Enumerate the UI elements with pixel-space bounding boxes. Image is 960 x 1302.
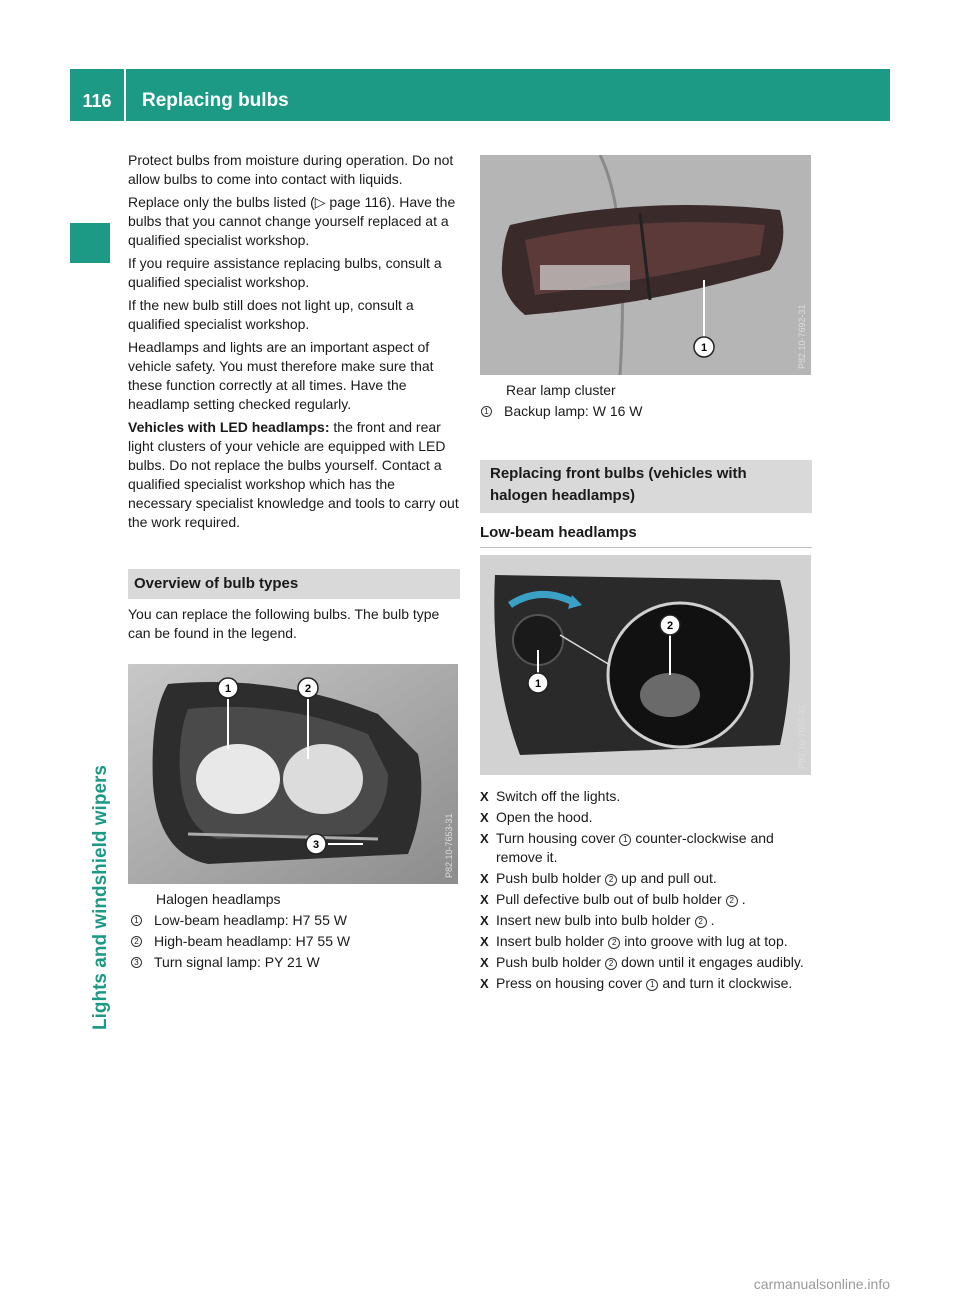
- ref-number: 2: [605, 874, 617, 886]
- legend-number: 3: [131, 957, 142, 968]
- watermark[interactable]: carmanualsonline.info: [753, 1276, 890, 1292]
- paragraph: If the new bulb still does not light up, consult a qualified specialist workshop.: [128, 297, 414, 332]
- paragraph: Protect bulbs from moisture during operation. Do not allow bulbs to come into contact with liquids.: [128, 152, 454, 187]
- page-number: 116: [82, 91, 112, 111]
- led-text: the front and rear light clusters of your vehicle are equipped with LED bulbs. Do not replace the bulbs yourself. Contact a qualified specialist workshop which has the necessary specialist knowledge and tools to carry out the work required.: [128, 419, 459, 530]
- step-text-pre: Push bulb holder: [496, 954, 602, 970]
- svg-text:1: 1: [224, 683, 232, 695]
- legend-text: Turn signal lamp: PY 21 W: [154, 954, 320, 970]
- low-beam-illustration: [480, 555, 811, 775]
- ref-number: 2: [608, 937, 620, 949]
- step-text-pre: Insert new bulb into bulb holder: [496, 912, 691, 928]
- step-text-pre: Turn housing cover: [496, 830, 616, 846]
- rear-lamp-photo: [480, 155, 811, 375]
- step-text-post: down until it engages audibly.: [621, 954, 804, 970]
- step-text-pre: Press on housing cover: [496, 975, 643, 991]
- step-text-post: up and pull out.: [621, 870, 717, 886]
- step-marker: X: [480, 892, 489, 907]
- step-marker: X: [480, 955, 489, 970]
- photo-reference-code: P82.10-7656-31: [797, 704, 807, 769]
- step-item: [480, 932, 812, 951]
- step-marker: X: [480, 810, 489, 825]
- step-text-post: .: [741, 891, 746, 907]
- step-text-post: .: [710, 912, 715, 928]
- step-item: [480, 808, 812, 827]
- photo-reference-code: P82.10-7653-31: [444, 813, 454, 878]
- left-column: [128, 151, 460, 647]
- step-text: [496, 932, 788, 951]
- step-text: Open the hood.: [496, 809, 593, 825]
- halogen-headlamp-illustration: [128, 664, 458, 884]
- step-marker: X: [480, 871, 489, 886]
- paragraph: Headlamps and lights are an important aspect of vehicle safety. You must therefore make sure that these function correctly at all times. Have the headlamp setting checked regularly.: [128, 339, 434, 412]
- step-marker: X: [480, 831, 489, 846]
- svg-text:1: 1: [700, 342, 708, 354]
- step-text-post: counter-clockwise and remove it.: [496, 830, 774, 865]
- step-item: [480, 890, 812, 909]
- overview-heading: Overview of bulb types: [128, 569, 460, 599]
- ref-number: 1: [619, 834, 631, 846]
- step-text: [496, 890, 746, 909]
- legend-text: Backup lamp: W 16 W: [504, 403, 643, 419]
- svg-text:2: 2: [304, 683, 312, 695]
- paragraph: Replace only the bulbs listed (▷ page 116). Have the bulbs that you cannot change yourself replaced at a qualified specialist workshop.: [128, 194, 456, 248]
- photo-caption: Rear lamp cluster: [506, 382, 616, 398]
- rear-lamp-legend: [480, 381, 812, 423]
- legend-number: 1: [131, 915, 142, 926]
- halogen-headlamp-photo: [128, 664, 458, 884]
- legend-number: 2: [131, 936, 142, 947]
- step-text: Switch off the lights.: [496, 788, 621, 804]
- photo-reference-code: P82.10-7692-31: [797, 304, 807, 369]
- ref-number: 2: [605, 958, 617, 970]
- step-text: [496, 869, 717, 888]
- step-marker: X: [480, 934, 489, 949]
- ref-number: 2: [695, 916, 707, 928]
- step-text-post: into groove with lug at top.: [624, 933, 788, 949]
- step-text: [496, 829, 812, 867]
- step-text-pre: Push bulb holder: [496, 870, 602, 886]
- step-text: [496, 974, 792, 993]
- photo-caption: Halogen headlamps: [156, 891, 281, 907]
- legend-number: 1: [481, 406, 492, 417]
- legend-item: [130, 932, 460, 951]
- step-text-pre: Insert bulb holder: [496, 933, 605, 949]
- step-item: [480, 953, 812, 972]
- step-item: [480, 829, 812, 867]
- step-text: [496, 953, 804, 972]
- rear-lamp-illustration: [480, 155, 811, 375]
- svg-text:1: 1: [534, 678, 542, 690]
- step-item: [480, 787, 812, 806]
- step-item: [480, 869, 812, 888]
- paragraph: If you require assistance replacing bulbs, consult a qualified specialist workshop.: [128, 255, 442, 290]
- instruction-steps: [480, 787, 812, 995]
- led-bold-lead: Vehicles with LED headlamps:: [128, 419, 330, 435]
- sidebar-tab-marker: [70, 223, 110, 263]
- legend-item: [480, 402, 812, 421]
- legend-item: [130, 953, 460, 972]
- step-item: [480, 911, 812, 930]
- svg-text:3: 3: [312, 839, 320, 851]
- legend-item: [130, 911, 460, 930]
- sidebar-chapter-label: Lights and windshield wipers: [90, 765, 111, 1030]
- replacing-section: [480, 460, 812, 548]
- step-marker: X: [480, 976, 489, 991]
- step-marker: X: [480, 913, 489, 928]
- step-text-pre: Pull defective bulb out of bulb holder: [496, 891, 722, 907]
- led-paragraph: [128, 418, 460, 532]
- svg-text:2: 2: [666, 620, 674, 632]
- page-number-box: [70, 69, 126, 121]
- low-beam-photo: [480, 555, 811, 775]
- step-marker: X: [480, 789, 489, 804]
- ref-number: 2: [726, 895, 738, 907]
- low-beam-subheading: Low-beam headlamps: [480, 523, 812, 548]
- ref-number: 1: [646, 979, 658, 991]
- header-bar: [70, 69, 890, 121]
- step-item: [480, 974, 812, 993]
- step-text-post: and turn it clockwise.: [662, 975, 793, 991]
- overview-intro: You can replace the following bulbs. The bulb type can be found in the legend.: [128, 606, 440, 641]
- halogen-legend: [130, 890, 460, 974]
- section-title: Replacing bulbs: [142, 90, 289, 111]
- legend-text: Low-beam headlamp: H7 55 W: [154, 912, 347, 928]
- step-text: [496, 911, 714, 930]
- replacing-heading: Replacing front bulbs (vehicles with halogen headlamps): [480, 460, 812, 513]
- legend-text: High-beam headlamp: H7 55 W: [154, 933, 351, 949]
